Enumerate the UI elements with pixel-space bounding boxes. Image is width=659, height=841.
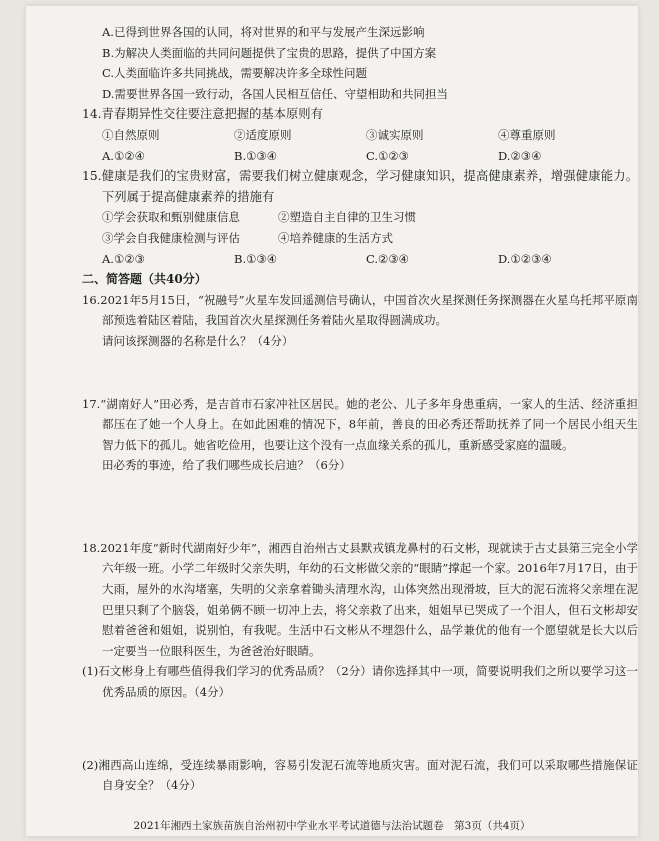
q18-sub-question-2: (2)湘西高山连绵，受连续暴雨影响，容易引发泥石流等地质灾害。面对泥石流，我们可以采取哪些措施保证自身安全？（4分） bbox=[82, 757, 638, 793]
q18-text: 18.2021年度“新时代湖南好少年”，湘西自治州古丈县默戎镇龙鼻村的石文彬，现就读于古丈县第三完全小学六年级一班。小学二年级时父亲失明，年幼的石文彬做父亲的“眼睛”撑起一个家。2016年7月17日，由于大雨，屋外的水沟堵塞，失明的父亲拿着锄头清理水沟，山体突然出现滑坡，巨大的泥石流将父亲埋在泥巴里只剩了个脑袋，姐弟俩不顾一切冲上去，将父亲救了出来，姐姐早已哭成了一个泪人，但石文彬却安慰着爸爸和姐姐，说别怕，有我呢。生活中石文彬从不埋怨什么，品学兼优的他有一个愿望就是长大以后一定要当一位眼科医生，为爸爸治好眼睛。 bbox=[82, 540, 638, 658]
q13-option-c: C.人类面临许多共同挑战，需要解决许多全球性问题 bbox=[102, 66, 368, 81]
q14-item-4: ④尊重原则 bbox=[498, 127, 556, 142]
q16-text: 16.2021年5月15日，“祝融号”火星车发回遥测信号确认，中国首次火星探测任务探测器在火星乌托邦平原南部预选着陆区着陆，我国首次火星探测任务着陆火星取得圆满成功。 bbox=[82, 292, 638, 328]
page-footer: 2021年湘西土家族苗族自治州初中学业水平考试道德与法治试题卷 第3页（共4页） bbox=[133, 820, 531, 832]
answer-space-17 bbox=[82, 476, 638, 538]
q15-items-row-1 bbox=[82, 207, 638, 228]
section-2-heading: 二、简答题（共40分） bbox=[82, 272, 207, 287]
question-16 bbox=[82, 290, 638, 352]
q15-options bbox=[82, 249, 638, 270]
page-content bbox=[82, 22, 638, 796]
question-14 bbox=[82, 104, 638, 166]
q15-items-row-2 bbox=[82, 228, 638, 249]
q16-question: 请问该探测器的名称是什么？（4分） bbox=[102, 333, 294, 348]
q15-option-c: C.②③④ bbox=[366, 251, 409, 266]
answer-space-16 bbox=[82, 352, 638, 394]
q18-sub-question-1: (1)石文彬身上有哪些值得我们学习的优秀品质？（2分）请你选择其中一项，简要说明我们之所以要学习这一优秀品质的原因。（4分） bbox=[82, 664, 638, 700]
question-17 bbox=[82, 394, 638, 476]
q14-options bbox=[82, 146, 638, 167]
q14-item-1: ①自然原则 bbox=[102, 127, 160, 142]
q14-option-d: D.②③④ bbox=[498, 148, 542, 163]
q13-option-a: A.已得到世界各国的认同，将对世界的和平与发展产生深远影响 bbox=[102, 25, 425, 39]
q13-option-b: B.为解决人类面临的共同问题提供了宝贵的思路，提供了中国方案 bbox=[102, 45, 437, 60]
q15-title: 15.健康是我们的宝贵财富，需要我们树立健康观念，学习健康知识，提高健康素养，增强健康能力。下列属于提高健康素养的措施有 bbox=[82, 169, 638, 204]
q13-options bbox=[82, 22, 638, 104]
q15-item-2: ②塑造自主自律的卫生习惯 bbox=[278, 210, 416, 225]
q15-option-a: A.①②③ bbox=[102, 251, 145, 266]
q14-title: 14.青春期异性交往要注意把握的基本原则有 bbox=[82, 107, 323, 122]
q17-text: 17.“湖南好人”田必秀，是吉首市石家冲社区居民。她的老公、儿子多年身患重病，一家人的生活、经济重担都压在了她一个人身上。在如此困难的情况下，8年前，善良的田必秀还帮助抚养了同一个居民小组天生智力低下的孤儿。她省吃俭用，也要让这个没有一点血缘关系的孤儿，重新感受家庭的温暖。 bbox=[82, 396, 638, 452]
answer-space-18-1 bbox=[82, 703, 638, 755]
q15-option-d: D.①②③④ bbox=[498, 251, 552, 266]
q14-item-3: ③诚实原则 bbox=[366, 127, 424, 142]
q15-item-1: ①学会获取和甄别健康信息 bbox=[102, 210, 240, 225]
q14-items bbox=[82, 125, 638, 146]
q17-question: 田必秀的事迹，给了我们哪些成长启迪？（6分） bbox=[102, 458, 351, 473]
q14-item-2: ②适度原则 bbox=[234, 127, 292, 142]
question-18 bbox=[82, 538, 638, 796]
q15-item-4: ④培养健康的生活方式 bbox=[278, 230, 393, 245]
q14-option-a: A.①②④ bbox=[102, 148, 145, 163]
q15-item-3: ③学会自我健康检测与评估 bbox=[102, 230, 240, 245]
q14-option-b: B.①③④ bbox=[234, 148, 278, 163]
exam-page bbox=[26, 6, 638, 836]
q14-option-c: C.①②③ bbox=[366, 148, 409, 163]
q13-option-d: D.需要世界各国一致行动，各国人民相互信任、守望相助和共同担当 bbox=[102, 86, 448, 101]
question-15 bbox=[82, 166, 638, 269]
q15-option-b: B.①③④ bbox=[234, 251, 278, 266]
